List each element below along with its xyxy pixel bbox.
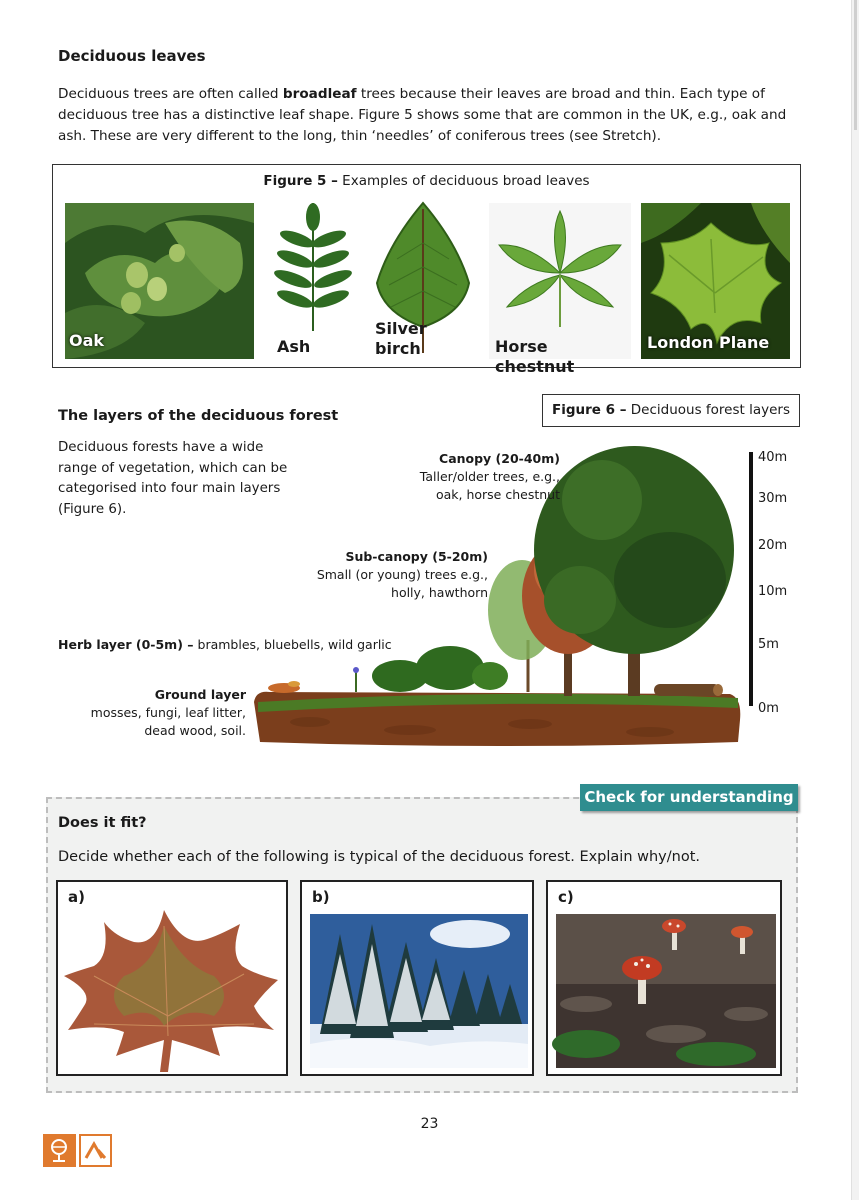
ash-label: Ash [277, 337, 311, 356]
heading-forest-layers: The layers of the deciduous forest [58, 408, 339, 424]
ash-leaf-image [263, 203, 363, 359]
does-it-fit-heading: Does it fit? [58, 815, 147, 831]
question-a-box [56, 880, 288, 1076]
london-plane-label: London Plane [647, 333, 770, 352]
globe-icon [43, 1134, 76, 1167]
silver-birch-leaf-image [369, 203, 477, 359]
para-line-1: Deciduous trees are often called broadleaf trees because their leaves are broad and thin. Each type of [58, 86, 765, 102]
mountain-icon [79, 1134, 112, 1167]
para-line-3: ash. These are very different to the long, thin ‘needles’ of coniferous trees (see Stretch). [58, 128, 662, 144]
question-a-label: a) [68, 888, 85, 906]
silver-birch-label: Silver birch [375, 319, 427, 358]
page-edge-scrollbar[interactable] [851, 0, 859, 1200]
scale-5m: 5m [758, 637, 779, 652]
height-scale-bar [749, 452, 753, 706]
oak-label: Oak [69, 331, 105, 350]
horse-chestnut-label: Horse chestnut [495, 337, 575, 376]
horse-chestnut-leaf-image [489, 203, 631, 376]
snowy-conifer-forest-image [310, 914, 528, 1068]
autumn-leaf-image [64, 906, 280, 1072]
question-c-box [546, 880, 782, 1076]
deciduous-leaves-paragraph [58, 84, 786, 147]
scale-0m: 0m [758, 701, 779, 716]
forest-para-line-3: categorised into four main layers [58, 481, 281, 496]
check-for-understanding-tab: Check for understanding [580, 784, 798, 811]
page-number: 23 [420, 1116, 439, 1132]
question-c-label: c) [558, 888, 574, 906]
heading-deciduous-leaves: Deciduous leaves [58, 47, 206, 65]
scale-30m: 30m [758, 491, 788, 506]
sub-canopy-annotation: Sub-canopy (5-20m) Small (or young) trees e.g., holly, hawthorn [316, 549, 488, 600]
figure-5-box [52, 164, 801, 376]
ground-layer-annotation: Ground layer mosses, fungi, leaf litter, dead wood, soil. [90, 687, 246, 738]
figure-5-caption: Figure 5 – Examples of deciduous broad leaves [263, 173, 590, 189]
para-line-2: deciduous tree has a distinctive leaf shape. Figure 5 shows some that are common in the UK, e.g., oak and [58, 107, 787, 123]
figure-6-caption: Figure 6 – Deciduous forest layers [542, 394, 800, 427]
oak-leaf-image [65, 203, 254, 359]
question-b-label: b) [312, 888, 330, 906]
scale-40m: 40m [758, 450, 788, 465]
scale-20m: 20m [758, 538, 788, 553]
forest-para-line-2: range of vegetation, which can be [58, 460, 288, 476]
herb-layer-annotation: Herb layer (0-5m) – brambles, bluebells, wild garlic [58, 637, 392, 652]
scale-10m: 10m [758, 584, 788, 599]
forest-para-line-1: Deciduous forests have a wide [58, 440, 264, 455]
london-plane-leaf-image [641, 203, 790, 359]
canopy-annotation: Canopy (20-40m) Taller/older trees, e.g., oak, horse chestnut [419, 451, 560, 502]
scrollbar-thumb[interactable] [854, 0, 857, 130]
forest-para-line-4: (Figure 6). [58, 501, 127, 517]
check-instruction: Decide whether each of the following is typical of the deciduous forest. Explain why/not. [58, 849, 701, 865]
fly-agaric-mushrooms-image [556, 914, 776, 1068]
question-b-box [300, 880, 534, 1076]
